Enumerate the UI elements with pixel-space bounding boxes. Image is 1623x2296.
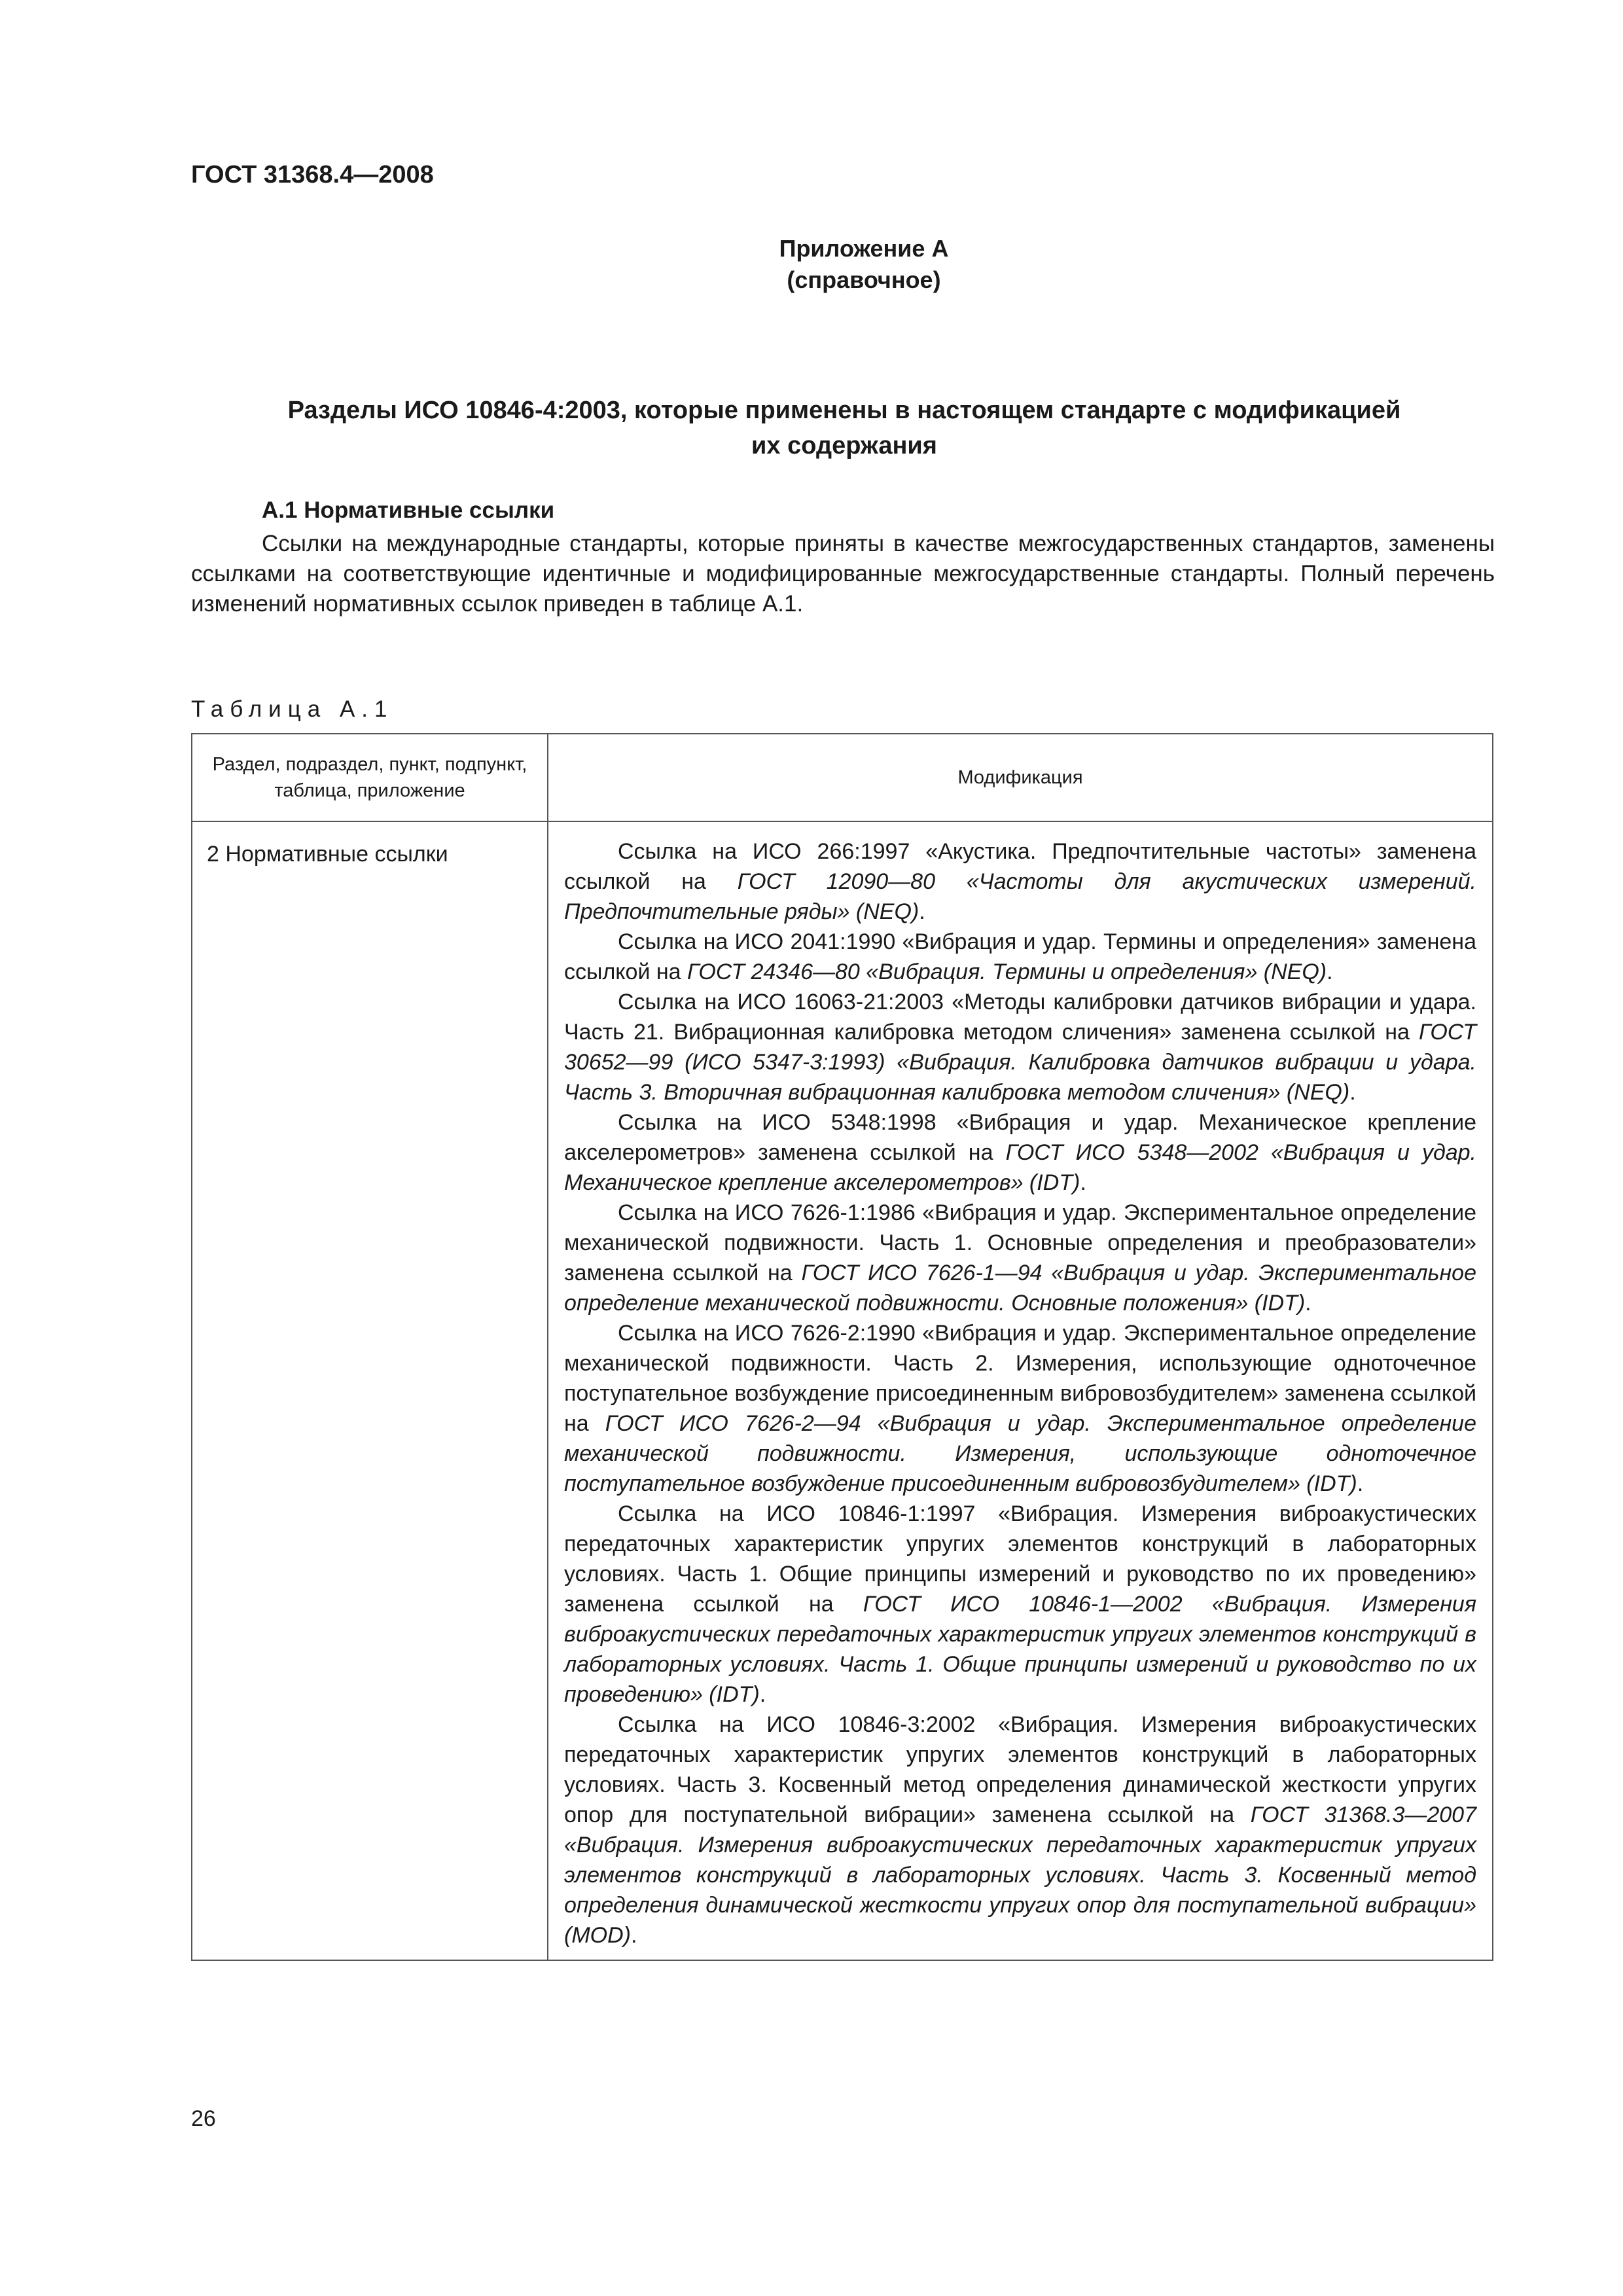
modification-entry: Ссылка на ИСО 7626-1:1986 «Вибрация и удар. Экспериментальное определение механической подвижности. Часть 1. Основные определения и преобразователи» заменена ссылкой на ГОСТ ИСО 7626-1—94 «Вибрация и удар. Экспериментальное определение механической подвижности. Основные положения» (IDT). [564,1200,1476,1316]
subsection-heading: А.1 Нормативные ссылки [262,497,555,523]
modification-entry: Ссылка на ИСО 5348:1998 «Вибрация и удар. Механическое крепление акселерометров» заменена ссылкой на ГОСТ ИСО 5348—2002 «Вибрация и удар. Механическое крепление акселерометров» (IDT). [564,1110,1477,1195]
modification-entry: Ссылка на ИСО 7626-2:1990 «Вибрация и удар. Экспериментальное определение механической подвижности. Часть 2. Измерения, использующие одноточечное поступательное возбуждение присоединенным вибровозбудителем» заменена ссылкой на ГОСТ ИСО 7626-2—94 «Вибрация и удар. Экспериментальное определение механической подвижности. Измерения, использующие одноточечное поступательное возбуждение присоединенным вибровозбудителем» (IDT). [564,1321,1476,1496]
header-section-column: Раздел, подраздел, пункт, подпункт, таблица, приложение [192,734,548,821]
modification-entry: Ссылка на ИСО 16063-21:2003 «Методы калибровки датчиков вибрации и удара. Часть 21. Вибрационная калибровка методом сличения» заменена ссылкой на ГОСТ 30652—99 (ИСО 5347-3:1993) «Вибрация. Калибровка датчиков вибрации и удара. Часть 3. Вторичная вибрационная калибровка методом сличения» (NEQ). [564,990,1476,1105]
standard-code: ГОСТ 31368.4—2008 [191,161,434,188]
annex-status: (справочное) [787,266,941,293]
row-modification-cell [548,821,1493,1960]
modification-entry: Ссылка на ИСО 266:1997 «Акустика. Предпочтительные частоты» заменена ссылкой на ГОСТ 12090—80 «Частоты для акустических измерений. Предпочтительные ряды» (NEQ). [564,839,1476,924]
subsection-text: Ссылки на международные стандарты, которые приняты в качестве межгосударственных стандартов, заменены ссылками на соответствующие идентичные и модифицированные межгосударственные стандарты. Полный перечень изменений нормативных ссылок приведен в таблице А.1. [191,531,1495,617]
modification-entry: Ссылка на ИСО 10846-1:1997 «Вибрация. Измерения виброакустических передаточных характеристик упругих элементов конструкций в лабораторных условиях. Часть 1. Общие принципы измерений и руководство по их проведению» заменена ссылкой на ГОСТ ИСО 10846-1—2002 «Вибрация. Измерения виброакустических передаточных характеристик упругих элементов конструкций в лабораторных условиях. Часть 1. Общие принципы измерений и руководство по их проведению» (IDT). [564,1501,1476,1707]
page-number: 26 [191,2106,216,2131]
references-table [191,733,1493,1961]
subsection-text-block [191,529,1495,619]
section-title [191,393,1497,463]
modification-entry: Ссылка на ИСО 2041:1990 «Вибрация и удар. Термины и определения» заменена ссылкой на ГОСТ 24346—80 «Вибрация. Термины и определения» (NEQ). [564,929,1476,984]
header-modification-column: Модификация [548,734,1493,821]
modification-entry: Ссылка на ИСО 10846-3:2002 «Вибрация. Измерения виброакустических передаточных характеристик упругих элементов конструкций в лабораторных условиях. Часть 3. Косвенный метод определения динамической жесткости упругих опор для поступательной вибрации» заменена ссылкой на ГОСТ 31368.3—2007 «Вибрация. Измерения виброакустических передаточных характеристик упругих элементов конструкций в лабораторных условиях. Часть 3. Косвенный метод определения динамической жесткости упругих опор для поступательной вибрации» (MOD). [564,1712,1476,1948]
table-header-row [192,734,1493,821]
row-section-cell: 2 Нормативные ссылки [192,821,548,1960]
section-title-line1: Разделы ИСО 10846-4:2003, которые применены в настоящем стандарте с модификацией [287,397,1401,424]
annex-title: Приложение А [779,235,949,262]
table-row [192,821,1493,1960]
section-title-line2: их содержания [751,432,937,459]
table-caption: Таблица А.1 [191,696,394,722]
